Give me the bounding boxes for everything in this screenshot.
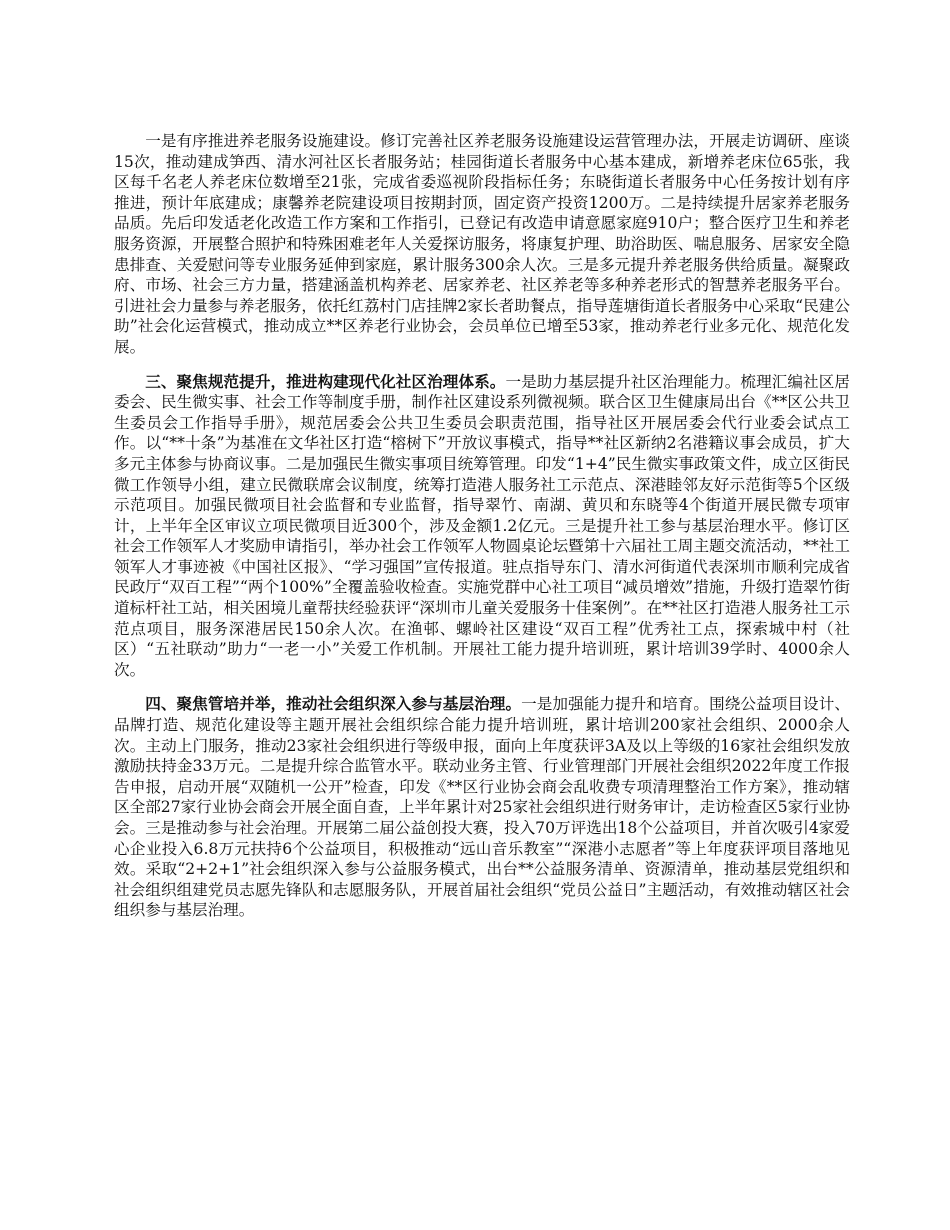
document-body (114, 131, 850, 935)
paragraph-community-governance (114, 372, 850, 681)
section-heading: 三、聚焦规范提升，推进构建现代化社区治理体系。 (145, 371, 506, 391)
paragraph-text: 一是加强能力提升和培育。围绕公益项目设计、品牌打造、规范化建设等主题开展社会组织综合能力提升培训班，累计培训200家社会组织、2000余人次。主动上门服务，推动23家社会组织进行等级申报，面向上年度获评3A及以上等级的16家社会组织发放激励扶持金33万元。二是提升综合监管水平。联动业务主管、行业管理部门开展社会组织2022年度工作报告申报，启动开展“双随机一公开”检查，印发《**区行业协会商会乱收费专项清理整治工作方案》，推动辖区全部27家行业协会商会开展全面自查，上半年累计对25家社会组织进行财务审计，走访检查区5家行业协会。三是推动参与社会治理。开展第二届公益创投大赛，投入70万评选出18个公益项目，并首次吸引4家爱心企业投入6.8万元扶持6个公益项目，积极推动“远山音乐教室”“深港小志愿者”等上年度获评项目落地见效。采取“2+2+1”社会组织深入参与公益服务模式，出台**公益服务清单、资源清单，推动基层党组织和社会组织组建党员志愿先锋队和志愿服务队，开展首届社会组织“党员公益日”主题活动，有效推动辖区社会组织参与基层治理。 (114, 695, 850, 920)
paragraph-text: 一是助力基层提升社区治理能力。梳理汇编社区居委会、民生微实事、社会工作等制度手册，制作社区建设系列微视频。联合区卫生健康局出台《**区公共卫生委员会工作指导手册》，规范居委会公共卫生委员会职责范围，指导社区开展居委会代行业委会试点工作。以“**十条”为基准在文华社区打造“榕树下”开放议事模式，指导**社区新纳2名港籍议事会成员，扩大多元主体参与协商议事。二是加强民生微实事项目统筹管理。印发“1+4”民生微实事政策文件，成立区街民微工作领导小组，建立民微联席会议制度，统筹打造港人服务社工示范点、深港睦邻友好示范街等5个区级示范项目。加强民微项目社会监督和专业监督，指导翠竹、南湖、黄贝和东晓等4个街道开展民微专项审计，上半年全区审议立项民微项目近300个，涉及金额1.2亿元。三是提升社工参与基层治理水平。修订区社会工作领军人才奖励申请指引，举办社会工作领军人物圆桌论坛暨第十六届社工周主题交流活动，**社工领军人才事迹被《中国社区报》、“学习强国”宣传报道。驻点指导东门、清水河街道代表深圳市顺利完成省民政厅“双百工程”“两个100%”全覆盖验收检查。实施党群中心社工项目“减员增效”措施，升级打造翠竹街道标杆社工站，相关困境儿童帮扶经验获评“深圳市儿童关爱服务十佳案例”。在**社区打造港人服务社工示范点项目，服务深港居民150余人次。在渔邨、螺岭社区建设“双百工程”优秀社工点，探索城中村（社区）“五社联动”助力“一老一小”关爱工作机制。开展社工能力提升培训班，累计培训39学时、4000余人次。 (114, 372, 850, 679)
paragraph-social-organizations (114, 694, 850, 921)
paragraph-elderly-care (114, 131, 850, 358)
paragraph-text: 一是有序推进养老服务设施建设。修订完善社区养老服务设施建设运营管理办法，开展走访调研、座谈15次，推动建成笋西、清水河社区长者服务站；桂园街道长者服务中心基本建成，新增养老床位65张，我区每千名老人养老床位数增至21张，完成省委巡视阶段指标任务；东晓街道长者服务中心任务按计划有序推进，预计年底建成；康馨养老院建设项目按期封顶，固定资产投资1200万。二是持续提升居家养老服务品质。先后印发适老化改造工作方案和工作指引，已登记有改造申请意愿家庭910户；整合医疗卫生和养老服务资源，开展整合照护和特殊困难老年人关爱探访服务，将康复护理、助浴助医、喘息服务、居家安全隐患排查、关爱慰问等专业服务延伸到家庭，累计服务300余人次。三是多元提升养老服务供给质量。凝聚政府、市场、社会三方力量，搭建涵盖机构养老、居家养老、社区养老等多种养老形式的智慧养老服务平台。引进社会力量参与养老服务，依托红荔村门店挂牌2家长者助餐点，指导莲塘街道长者服务中心采取“民建公助”社会化运营模式，推动成立**区养老行业协会，会员单位已增至53家，推动养老行业多元化、规范化发展。 (114, 132, 850, 356)
section-heading: 四、聚焦管培并举，推动社会组织深入参与基层治理。 (145, 694, 522, 714)
